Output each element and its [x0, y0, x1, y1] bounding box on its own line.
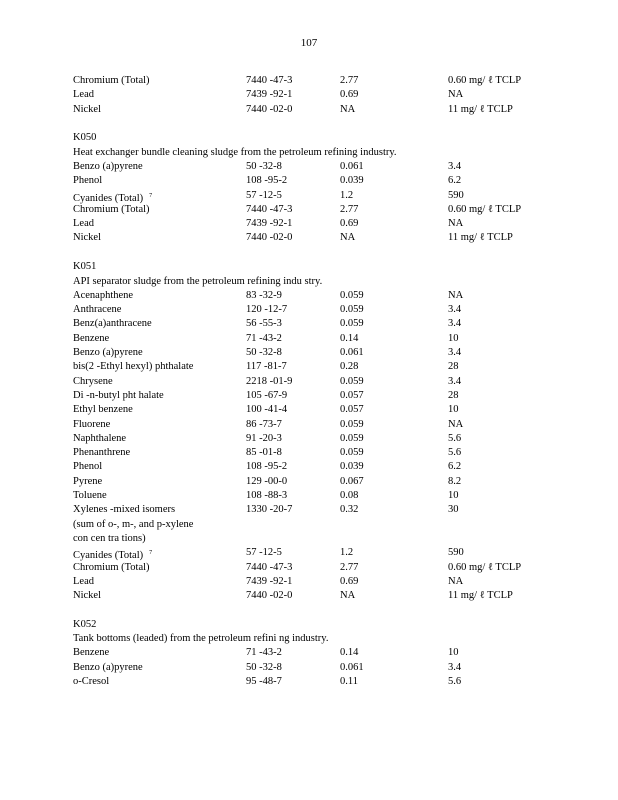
- cas-number: 7440 -47-3: [246, 203, 293, 215]
- constituent-name-text: Fluorene: [73, 418, 111, 430]
- constituent-name: [73, 74, 150, 88]
- constituent-name-text: Benz(a)anthracene: [73, 318, 152, 330]
- cas-number: 50 -32-8: [246, 661, 282, 673]
- wastewater-standard: 0.059: [340, 432, 364, 444]
- note-line: con cen tra tions): [73, 532, 146, 544]
- constituent-name-text: Chromium (Total): [73, 203, 150, 215]
- wastewater-standard: 1.2: [340, 547, 354, 559]
- table-row: [73, 675, 573, 689]
- waste-section: [73, 131, 573, 245]
- nonwastewater-standard: 590: [448, 547, 464, 559]
- table-row: [73, 661, 573, 675]
- wastewater-standard: 0.061: [340, 661, 364, 673]
- cas-number: 57 -12-5: [246, 547, 282, 559]
- wastewater-standard: 0.32: [340, 504, 359, 516]
- table-row: [73, 346, 573, 360]
- wastewater-standard: 0.061: [340, 160, 364, 172]
- constituent-name: [73, 317, 152, 331]
- wastewater-standard: 0.039: [340, 175, 364, 187]
- cas-number: 100 -41-4: [246, 404, 288, 416]
- note-line: (sum of o-, m-, and p-xylene: [73, 518, 194, 530]
- nonwastewater-standard: 28: [448, 361, 459, 373]
- table-row: [73, 561, 573, 575]
- wastewater-standard: 0.11: [340, 676, 358, 688]
- table-row: [73, 503, 573, 517]
- cas-number: 108 -95-2: [246, 175, 288, 187]
- table-row: [73, 289, 573, 303]
- wastewater-standard: 0.059: [340, 304, 364, 316]
- table-row: [73, 231, 573, 245]
- nonwastewater-standard: 3.4: [448, 375, 462, 387]
- cas-number: 2218 -01-9: [246, 375, 293, 387]
- constituent-name-text: Pyrene: [73, 475, 103, 487]
- constituent-name: [73, 160, 143, 174]
- footnote-marker: 7: [149, 192, 153, 199]
- constituent-name: [73, 489, 107, 503]
- nonwastewater-standard: 5.6: [448, 447, 462, 459]
- cas-number: 91 -20-3: [246, 432, 282, 444]
- constituent-name: [73, 231, 101, 245]
- wastewater-standard: 0.067: [340, 475, 364, 487]
- constituent-name: [73, 389, 164, 403]
- table-row: [73, 446, 573, 460]
- constituent-name: [73, 503, 175, 517]
- constituent-name-text: Lead: [73, 89, 94, 101]
- constituent-name-text: Benzo (a)pyrene: [73, 661, 143, 673]
- constituent-name: [73, 661, 143, 675]
- wastewater-standard: NA: [340, 232, 356, 244]
- table-row: [73, 317, 573, 331]
- wastewater-standard: 0.059: [340, 289, 364, 301]
- table-row: [73, 418, 573, 432]
- constituent-name: [73, 646, 109, 660]
- constituent-name-text: o-Cresol: [73, 676, 110, 688]
- wastewater-standard: 0.28: [340, 361, 359, 373]
- constituent-name: [73, 203, 150, 217]
- constituent-name-text: Benzo (a)pyrene: [73, 347, 143, 359]
- nonwastewater-standard: NA: [448, 218, 464, 230]
- nonwastewater-standard: NA: [448, 89, 464, 101]
- waste-description: API separator sludge from the petroleum refining indu stry.: [73, 275, 323, 287]
- wastewater-standard: 2.77: [340, 75, 359, 86]
- constituent-name: [73, 403, 133, 417]
- cas-number: 71 -43-2: [246, 647, 282, 659]
- cas-number: 117 -81-7: [246, 361, 287, 373]
- constituent-name: [73, 217, 94, 231]
- constituent-name: [73, 375, 113, 389]
- constituent-name: [73, 589, 101, 603]
- constituent-name: [73, 432, 126, 446]
- wastewater-standard: 0.69: [340, 218, 359, 230]
- cas-number: 7440 -02-0: [246, 103, 293, 115]
- constituent-name-text: Chrysene: [73, 375, 113, 387]
- constituent-name-text: Nickel: [73, 103, 101, 115]
- table-row: [73, 375, 573, 389]
- cas-number: 7440 -02-0: [246, 590, 293, 602]
- constituent-name-text: Chromium (Total): [73, 75, 150, 86]
- constituent-name-text: Lead: [73, 218, 94, 230]
- cas-number: 85 -01-8: [246, 447, 282, 459]
- constituent-name-text: Ethyl benzene: [73, 404, 133, 416]
- nonwastewater-standard: 0.60 mg/ ℓ TCLP: [448, 561, 522, 573]
- nonwastewater-standard: 3.4: [448, 661, 462, 673]
- constituent-name-text: Lead: [73, 575, 94, 587]
- page-number: 107: [300, 37, 318, 49]
- wastewater-standard: 1.2: [340, 189, 354, 201]
- constituent-name-text: Nickel: [73, 590, 101, 602]
- constituent-name-text: Chromium (Total): [73, 561, 150, 573]
- wastewater-standard: 0.057: [340, 404, 364, 416]
- cas-number: 7440 -47-3: [246, 561, 293, 573]
- nonwastewater-standard: 10: [448, 404, 459, 416]
- constituent-name-text: Benzene: [73, 647, 110, 659]
- nonwastewater-standard: 11 mg/ ℓ TCLP: [448, 232, 513, 244]
- cas-number: 7440 -02-0: [246, 232, 293, 244]
- cas-number: 86 -73-7: [246, 418, 282, 430]
- nonwastewater-standard: 11 mg/ ℓ TCLP: [448, 103, 513, 115]
- table-row: [73, 303, 573, 317]
- nonwastewater-standard: NA: [448, 289, 464, 301]
- cas-number: 129 -00-0: [246, 475, 288, 487]
- constituent-name-text: Toluene: [73, 490, 107, 502]
- wastewater-standard: 0.059: [340, 447, 364, 459]
- constituent-name: [73, 103, 101, 117]
- nonwastewater-standard: 28: [448, 389, 459, 401]
- waste-code: K051: [73, 261, 97, 273]
- constituent-name-text: Cyanides (Total): [73, 192, 144, 204]
- wastewater-standard: 0.059: [340, 375, 364, 387]
- table-row: [73, 203, 573, 217]
- wastewater-standard: 0.059: [340, 418, 364, 430]
- nonwastewater-standard: 5.6: [448, 676, 462, 688]
- wastewater-standard: 2.77: [340, 203, 359, 215]
- table-row: [73, 589, 573, 603]
- wastewater-standard: 0.14: [340, 332, 359, 344]
- nonwastewater-standard: 8.2: [448, 475, 462, 487]
- constituent-name-text: Nickel: [73, 232, 101, 244]
- table-row: [73, 189, 573, 203]
- waste-section: [73, 260, 573, 603]
- waste-section: [73, 618, 573, 689]
- constituent-name-text: Benzene: [73, 332, 110, 344]
- constituent-name: [73, 360, 193, 374]
- table-row: [73, 389, 573, 403]
- nonwastewater-standard: 0.60 mg/ ℓ TCLP: [448, 203, 522, 215]
- wastewater-standard: 0.059: [340, 318, 364, 330]
- constituent-name-text: bis(2 -Ethyl hexyl) phthalate: [73, 361, 194, 373]
- wastewater-standard: 0.08: [340, 490, 359, 502]
- cas-number: 7439 -92-1: [246, 218, 293, 230]
- nonwastewater-standard: 10: [448, 490, 459, 502]
- constituent-name: [73, 475, 102, 489]
- wastewater-standard: 0.057: [340, 389, 364, 401]
- cas-number: 56 -55-3: [246, 318, 282, 330]
- constituent-name: [73, 332, 109, 346]
- table-row: [73, 575, 573, 589]
- wastewater-standard: 0.061: [340, 347, 364, 359]
- nonwastewater-standard: 30: [448, 504, 459, 516]
- constituent-name-text: Xylenes -mixed isomers: [73, 504, 176, 516]
- wastewater-standard: NA: [340, 103, 356, 115]
- table-row: [73, 460, 573, 474]
- cas-number: 7440 -47-3: [246, 75, 293, 86]
- nonwastewater-standard: 6.2: [448, 175, 462, 187]
- waste-code: K052: [73, 618, 97, 630]
- waste-code: K050: [73, 132, 97, 144]
- constituent-name: [73, 561, 150, 575]
- nonwastewater-standard: 10: [448, 647, 459, 659]
- constituent-name: [73, 446, 130, 460]
- nonwastewater-standard: NA: [448, 418, 464, 430]
- nonwastewater-standard: 11 mg/ ℓ TCLP: [448, 590, 513, 602]
- cas-number: 71 -43-2: [246, 332, 282, 344]
- table-row: [73, 103, 573, 117]
- constituent-name: [73, 303, 121, 317]
- cas-number: 105 -67-9: [246, 389, 288, 401]
- waste-description: Heat exchanger bundle cleaning sludge from the petroleum refining industry.: [73, 146, 397, 158]
- document-body: [73, 74, 573, 704]
- cas-number: 108 -88-3: [246, 490, 288, 502]
- wastewater-standard: 0.14: [340, 647, 359, 659]
- waste-description: Tank bottoms (leaded) from the petroleum refini ng industry.: [73, 633, 329, 645]
- cas-number: 57 -12-5: [246, 189, 282, 201]
- constituent-name: [73, 174, 102, 188]
- constituent-name-text: Di -n-butyl pht halate: [73, 389, 164, 401]
- table-row: [73, 646, 573, 660]
- cas-number: 120 -12-7: [246, 304, 288, 316]
- constituent-name: [73, 346, 143, 360]
- table-row: [73, 403, 573, 417]
- table-row: [73, 546, 573, 560]
- nonwastewater-standard: 3.4: [448, 160, 462, 172]
- cas-number: 50 -32-8: [246, 347, 282, 359]
- wastewater-standard: 0.69: [340, 89, 359, 101]
- wastewater-standard: 2.77: [340, 561, 359, 573]
- table-row: [73, 489, 573, 503]
- table-row: [73, 160, 573, 174]
- cas-number: 7439 -92-1: [246, 575, 293, 587]
- wastewater-standard: 0.039: [340, 461, 364, 473]
- constituent-name: [73, 418, 110, 432]
- cas-number: 50 -32-8: [246, 160, 282, 172]
- nonwastewater-standard: 10: [448, 332, 459, 344]
- constituent-name-text: Cyanides (Total): [73, 550, 144, 562]
- constituent-name-text: Anthracene: [73, 304, 122, 316]
- constituent-name-text: Phenol: [73, 175, 103, 187]
- constituent-name-text: Naphthalene: [73, 432, 127, 444]
- constituent-name-text: Acenaphthene: [73, 289, 134, 301]
- wastewater-standard: 0.69: [340, 575, 359, 587]
- table-row: [73, 88, 573, 102]
- nonwastewater-standard: 3.4: [448, 318, 462, 330]
- constituent-name: [73, 675, 109, 689]
- table-row: [73, 332, 573, 346]
- waste-section: [73, 74, 573, 117]
- constituent-name-text: Phenanthrene: [73, 447, 131, 459]
- nonwastewater-standard: 3.4: [448, 347, 462, 359]
- cas-number: 95 -48-7: [246, 676, 282, 688]
- table-row: [73, 174, 573, 188]
- constituent-name: [73, 289, 133, 303]
- nonwastewater-standard: 0.60 mg/ ℓ TCLP: [448, 75, 522, 86]
- table-row: [73, 217, 573, 231]
- cas-number: 108 -95-2: [246, 461, 288, 473]
- wastewater-standard: NA: [340, 590, 356, 602]
- constituent-name: [73, 460, 102, 474]
- cas-number: 7439 -92-1: [246, 89, 293, 101]
- cas-number: 1330 -20-7: [246, 504, 293, 516]
- nonwastewater-standard: NA: [448, 575, 464, 587]
- constituent-name-text: Phenol: [73, 461, 103, 473]
- table-row: [73, 475, 573, 489]
- table-row: [73, 360, 573, 374]
- constituent-name: [73, 88, 94, 102]
- nonwastewater-standard: 3.4: [448, 304, 462, 316]
- table-row: [73, 432, 573, 446]
- nonwastewater-standard: 5.6: [448, 432, 462, 444]
- footnote-marker: 7: [149, 550, 153, 557]
- table-row: [73, 74, 573, 88]
- cas-number: 83 -32-9: [246, 289, 282, 301]
- nonwastewater-standard: 590: [448, 189, 464, 201]
- constituent-name-text: Benzo (a)pyrene: [73, 160, 143, 172]
- constituent-name: [73, 575, 94, 589]
- nonwastewater-standard: 6.2: [448, 461, 462, 473]
